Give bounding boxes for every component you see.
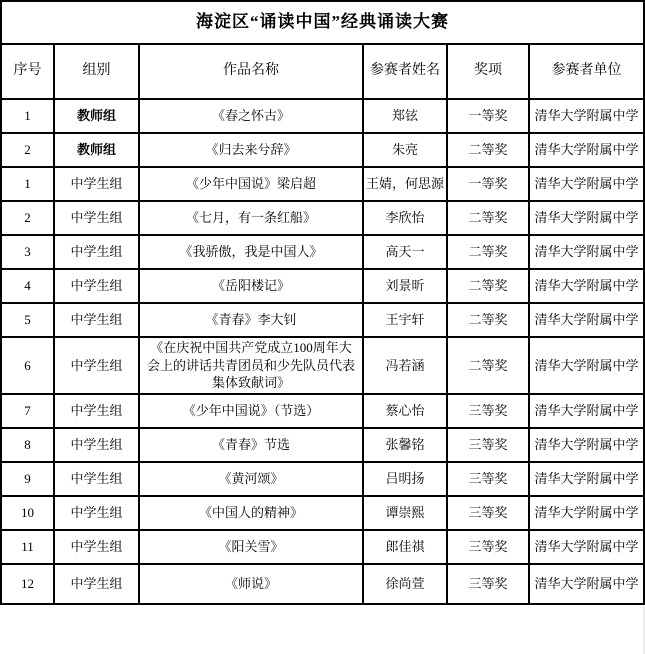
cell-group: 中学生组: [54, 337, 139, 394]
cell-award: 三等奖: [447, 530, 529, 564]
table-row: [1, 428, 644, 462]
cell-work: 《阳关雪》: [139, 530, 363, 564]
header-group: 组别: [54, 44, 139, 99]
cell-award: 二等奖: [447, 133, 529, 167]
cell-no: 1: [1, 99, 54, 133]
cell-unit: 清华大学附属中学: [529, 133, 644, 167]
cell-group: 中学生组: [54, 530, 139, 564]
cell-name: 郎佳祺: [363, 530, 447, 564]
title-row: [1, 1, 644, 44]
cell-award: 三等奖: [447, 428, 529, 462]
cell-no: 3: [1, 235, 54, 269]
cell-work: 《岳阳楼记》: [139, 269, 363, 303]
cell-name: 张馨铭: [363, 428, 447, 462]
header-award: 奖项: [447, 44, 529, 99]
cell-group: 教师组: [54, 99, 139, 133]
cell-work: 《黄河颂》: [139, 462, 363, 496]
cell-no: 12: [1, 564, 54, 604]
cell-name: 李欣怡: [363, 201, 447, 235]
cell-work: 《少年中国说》（节选）: [139, 394, 363, 428]
cell-work: 《在庆祝中国共产党成立100周年大会上的讲话共青团员和少先队员代表集体致献词》: [139, 337, 363, 394]
cell-award: 二等奖: [447, 303, 529, 337]
cell-name: 王宇轩: [363, 303, 447, 337]
table-row: [1, 269, 644, 303]
cell-unit: 清华大学附属中学: [529, 235, 644, 269]
cell-award: 二等奖: [447, 269, 529, 303]
cell-work: 《青春》李大钊: [139, 303, 363, 337]
cell-unit: 清华大学附属中学: [529, 337, 644, 394]
cell-no: 11: [1, 530, 54, 564]
cell-no: 7: [1, 394, 54, 428]
cell-no: 10: [1, 496, 54, 530]
cell-work: 《七月，有一条红船》: [139, 201, 363, 235]
cell-award: 三等奖: [447, 564, 529, 604]
cell-award: 一等奖: [447, 99, 529, 133]
table-row: [1, 303, 644, 337]
page-title: 海淀区“诵读中国”经典诵读大赛: [1, 1, 644, 44]
cell-no: 8: [1, 428, 54, 462]
cell-name: 朱亮: [363, 133, 447, 167]
cell-no: 9: [1, 462, 54, 496]
cell-group: 中学生组: [54, 564, 139, 604]
cell-name: 刘景昕: [363, 269, 447, 303]
cell-name: 高天一: [363, 235, 447, 269]
cell-group: 中学生组: [54, 303, 139, 337]
cell-group: 中学生组: [54, 235, 139, 269]
cell-unit: 清华大学附属中学: [529, 167, 644, 201]
cell-name: 吕明扬: [363, 462, 447, 496]
cell-award: 三等奖: [447, 496, 529, 530]
cell-group: 中学生组: [54, 269, 139, 303]
cell-name: 郑铉: [363, 99, 447, 133]
cell-no: 6: [1, 337, 54, 394]
header-name: 参赛者姓名: [363, 44, 447, 99]
cell-work: 《春之怀古》: [139, 99, 363, 133]
cell-unit: 清华大学附属中学: [529, 462, 644, 496]
cell-award: 二等奖: [447, 235, 529, 269]
cell-work: 《少年中国说》梁启超: [139, 167, 363, 201]
cell-award: 三等奖: [447, 394, 529, 428]
cell-unit: 清华大学附属中学: [529, 394, 644, 428]
cell-unit: 清华大学附属中学: [529, 201, 644, 235]
cell-unit: 清华大学附属中学: [529, 269, 644, 303]
cell-work: 《师说》: [139, 564, 363, 604]
header-no: 序号: [1, 44, 54, 99]
cell-group: 中学生组: [54, 167, 139, 201]
cell-group: 中学生组: [54, 496, 139, 530]
cell-award: 三等奖: [447, 462, 529, 496]
cell-no: 2: [1, 133, 54, 167]
cell-name: 谭崇熙: [363, 496, 447, 530]
cell-work: 《我骄傲，我是中国人》: [139, 235, 363, 269]
cell-no: 1: [1, 167, 54, 201]
cell-name: 徐尚萱: [363, 564, 447, 604]
header-unit: 参赛者单位: [529, 44, 644, 99]
cell-group: 中学生组: [54, 462, 139, 496]
table-row: [1, 133, 644, 167]
table-row: [1, 337, 644, 394]
cell-unit: 清华大学附属中学: [529, 99, 644, 133]
cell-award: 一等奖: [447, 167, 529, 201]
cell-unit: 清华大学附属中学: [529, 496, 644, 530]
cell-work: 《青春》节选: [139, 428, 363, 462]
cell-unit: 清华大学附属中学: [529, 303, 644, 337]
cell-work: 《中国人的精神》: [139, 496, 363, 530]
cell-group: 中学生组: [54, 428, 139, 462]
table-row: [1, 201, 644, 235]
table-row: [1, 530, 644, 564]
table-row: [1, 462, 644, 496]
cell-no: 2: [1, 201, 54, 235]
table-row: [1, 99, 644, 133]
table-row: [1, 394, 644, 428]
table-row: [1, 167, 644, 201]
cell-name: 蔡心怡: [363, 394, 447, 428]
cell-group: 中学生组: [54, 394, 139, 428]
cell-name: 王婧，何思源: [363, 167, 447, 201]
cell-unit: 清华大学附属中学: [529, 428, 644, 462]
table-row: [1, 235, 644, 269]
cell-group: 教师组: [54, 133, 139, 167]
cell-award: 二等奖: [447, 337, 529, 394]
cell-work: 《归去来兮辞》: [139, 133, 363, 167]
table-row: [1, 496, 644, 530]
table-row: [1, 564, 644, 604]
cell-name: 冯若涵: [363, 337, 447, 394]
cell-group: 中学生组: [54, 201, 139, 235]
cell-no: 5: [1, 303, 54, 337]
header-row: [1, 44, 644, 99]
cell-award: 二等奖: [447, 201, 529, 235]
cell-no: 4: [1, 269, 54, 303]
cell-unit: 清华大学附属中学: [529, 530, 644, 564]
cell-unit: 清华大学附属中学: [529, 564, 644, 604]
header-work: 作品名称: [139, 44, 363, 99]
